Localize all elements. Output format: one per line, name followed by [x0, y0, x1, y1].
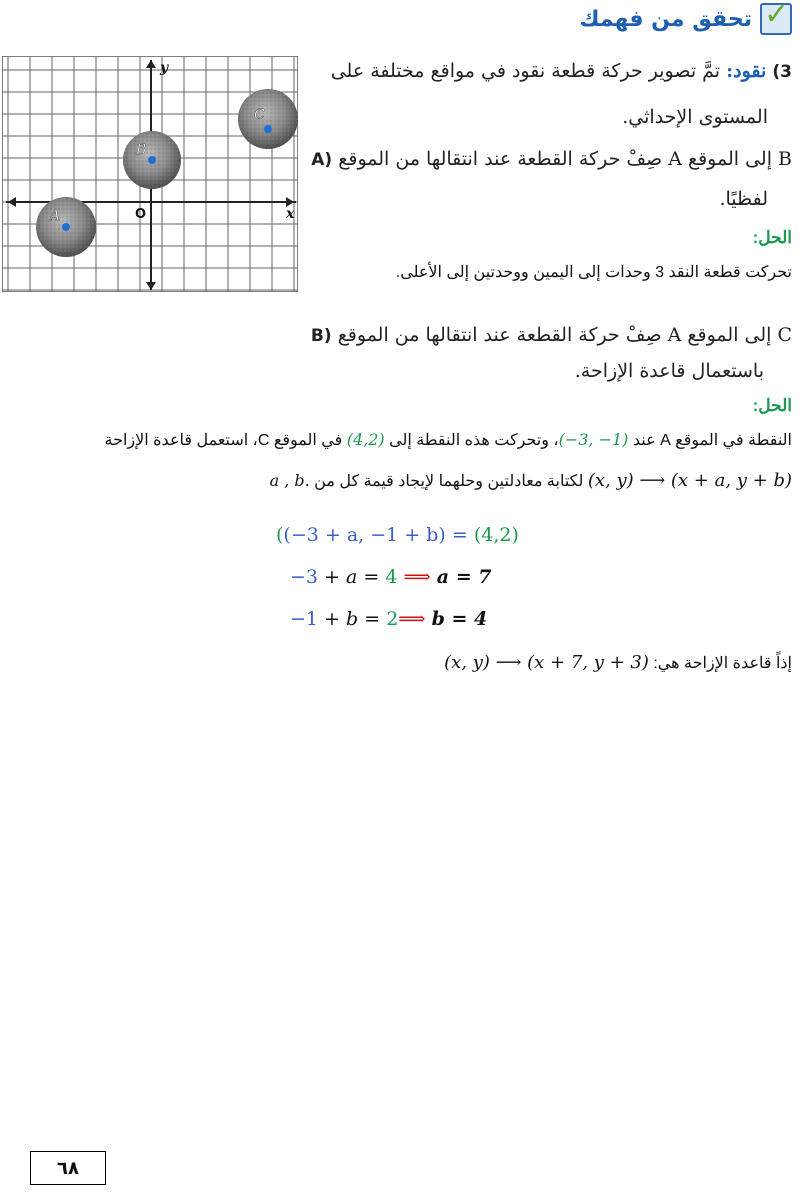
eq2-result: a = 7 — [436, 566, 492, 588]
eq2-implies-arrow: ⟹ — [397, 566, 437, 588]
checkmark-icon: ✓ — [760, 3, 792, 35]
part-a-label: A) — [311, 150, 333, 170]
final-text: إذاً قاعدة الإزاحة هي: — [653, 655, 792, 672]
coordinate-grid-figure — [2, 56, 298, 292]
eq3-const: −1 — [290, 608, 319, 630]
point-b — [148, 156, 156, 164]
problem-intro-line2: المستوى الإحداثي. — [622, 106, 768, 128]
eq2-rhs: 4 — [385, 566, 398, 588]
point-a-coordinates: (−3, −1) — [558, 430, 629, 449]
equation-1: ((−3 + a, −1 + b) = (4,2) — [276, 524, 519, 546]
part-a-question — [302, 148, 792, 170]
problem-number: 3) — [772, 62, 792, 82]
y-axis-label: y — [160, 60, 169, 76]
equation-3 — [290, 608, 487, 630]
part-b-explanation-line2 — [2, 470, 792, 491]
eq2-const: −3 — [290, 566, 319, 588]
explanation-text-4: لكتابة معادلتين وحلهما لإيجاد قيمة كل من — [314, 473, 584, 490]
point-c-coordinates: (4,2) — [346, 430, 385, 449]
point-c — [264, 125, 272, 133]
eq3-mid: + b = — [318, 608, 387, 630]
section-header — [579, 2, 792, 36]
coin-a-label: A — [50, 208, 61, 224]
eq3-implies-arrow: ⟹ — [398, 608, 432, 630]
origin-label: O — [135, 207, 147, 222]
part-b-line1: صِفْ حركة القطعة عند انتقالها من الموقع A إلى الموقع C — [337, 324, 792, 346]
eq1-right: (4,2) — [473, 524, 519, 546]
page-number: ٦٨ — [57, 1157, 79, 1179]
part-b-question — [72, 324, 792, 346]
eq3-rhs: 2 — [386, 608, 399, 630]
part-a-line1: صِفْ حركة القطعة عند انتقالها من الموقع A إلى الموقع B — [338, 148, 792, 170]
translation-rule-generic: (x, y) ⟶ (x + a, y + b) — [587, 470, 792, 491]
part-b-solution-label: الحل: — [752, 396, 792, 415]
part-b-line2: باستعمال قاعدة الإزاحة. — [574, 360, 764, 382]
variables-ab: a , b. — [269, 471, 310, 490]
final-rule-line — [444, 652, 792, 673]
page-number-box — [30, 1151, 106, 1185]
explanation-text-2: ، وتحركت هذه النقطة إلى — [389, 432, 559, 449]
coin-c — [238, 89, 298, 149]
explanation-text-3: في الموقع C، استعمل قاعدة الإزاحة — [104, 432, 343, 449]
equation-2 — [290, 566, 491, 588]
x-axis-label: x — [286, 206, 295, 222]
problem-statement — [312, 60, 792, 82]
coin-c-label: C — [254, 107, 265, 123]
problem-intro-line1: تمَّ تصوير حركة قطعة نقود في مواقع مختلفة على — [330, 60, 721, 82]
eq3-result: b = 4 — [431, 608, 488, 630]
eq1-left: (−3 + a, −1 + b) = — [283, 524, 474, 546]
explanation-text-1: النقطة في الموقع A عند — [632, 432, 792, 449]
part-a-solution-label: الحل: — [752, 228, 792, 247]
problem-keyword: نقود: — [726, 60, 767, 82]
coin-b — [123, 131, 181, 189]
point-a — [62, 223, 70, 231]
coin-b-label: B — [136, 142, 147, 158]
part-b-explanation-line1 — [2, 430, 792, 450]
final-translation-rule: (x, y) ⟶ (x + 7, y + 3) — [444, 652, 649, 673]
coin-a — [36, 197, 96, 257]
part-a-line2: لفظيًا. — [719, 188, 768, 210]
eq2-mid: + a = — [318, 566, 386, 588]
part-b-label: B) — [310, 326, 332, 346]
part-a-answer: تحركت قطعة النقد 3 وحدات إلى اليمين ووحدتين إلى الأعلى. — [395, 264, 792, 281]
section-title: تحقق من فهمك — [579, 6, 752, 32]
